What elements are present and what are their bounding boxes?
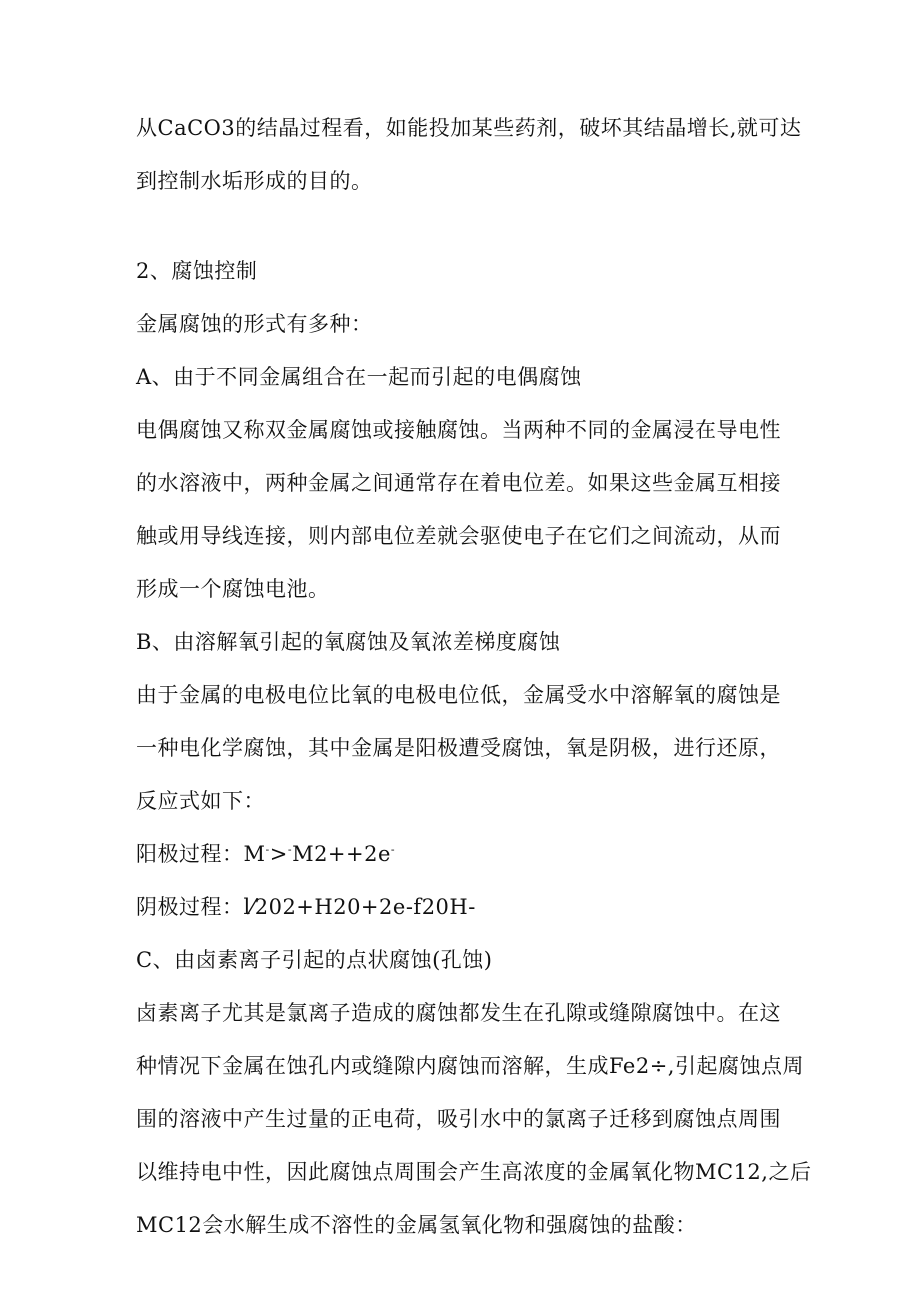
heading-galvanic-corrosion: A、由于不同金属组合在一起而引起的电偶腐蚀 [136, 365, 582, 389]
anode-label: 阳极过程： [136, 842, 244, 866]
text-line: 反应式如下： [136, 789, 265, 813]
section-heading-corrosion-control: 2、腐蚀控制 [136, 259, 258, 283]
anode-reaction [136, 838, 796, 870]
anode-equation: M->-M2++2e- [243, 842, 396, 866]
text-line: 围的溶液中产生过量的正电荷，吸引水中的氯离子迁移到腐蚀点周围 [136, 1107, 781, 1131]
heading-oxygen-corrosion: B、由溶解氧引起的氧腐蚀及氧浓差梯度腐蚀 [136, 630, 561, 654]
paragraph-galvanic [136, 414, 796, 605]
heading-pitting-corrosion: C、由卤素离子引起的点状腐蚀(孔蚀) [136, 948, 493, 972]
text-line: 卤素离子尤其是氯离子造成的腐蚀都发生在孔隙或缝隙腐蚀中。在这 [136, 1001, 781, 1025]
text-line: MC12会水解生成不溶性的金属氢氧化物和强腐蚀的盐酸： [136, 1213, 697, 1237]
text-line: 形成一个腐蚀电池。 [136, 577, 330, 601]
paragraph-pitting [136, 997, 812, 1241]
corrosion-forms-intro: 金属腐蚀的形式有多种： [136, 312, 373, 336]
cathode-reaction: 阴极过程：l⁄202+H20+2e-f20H- [136, 895, 476, 919]
text-line: 由于金属的电极电位比氧的电极电位低，金属受水中溶解氧的腐蚀是 [136, 683, 781, 707]
text-line: 种情况下金属在蚀孔内或缝隙内腐蚀而溶解，生成Fe2÷,引起腐蚀点周 [136, 1054, 804, 1078]
text-line: 一种电化学腐蚀，其中金属是阳极遭受腐蚀，氧是阴极，进行还原， [136, 736, 781, 760]
paragraph-oxygen [136, 679, 796, 817]
text-line: 电偶腐蚀又称双金属腐蚀或接触腐蚀。当两种不同的金属浸在导电性 [136, 418, 781, 442]
text-line: 触或用导线连接，则内部电位差就会驱使电子在它们之间流动，从而 [136, 524, 781, 548]
text-line: 从CaCO3的结晶过程看，如能投加某些药剂，破坏其结晶增长,就可达 [136, 116, 802, 140]
document-page [136, 112, 812, 1241]
paragraph-caco3 [136, 112, 802, 197]
text-line: 以维持电中性，因此腐蚀点周围会产生高浓度的金属氧化物MC12,之后 [136, 1160, 812, 1184]
text-line: 到控制水垢形成的目的。 [136, 169, 373, 193]
text-line: 的水溶液中，两种金属之间通常存在着电位差。如果这些金属互相接 [136, 471, 781, 495]
